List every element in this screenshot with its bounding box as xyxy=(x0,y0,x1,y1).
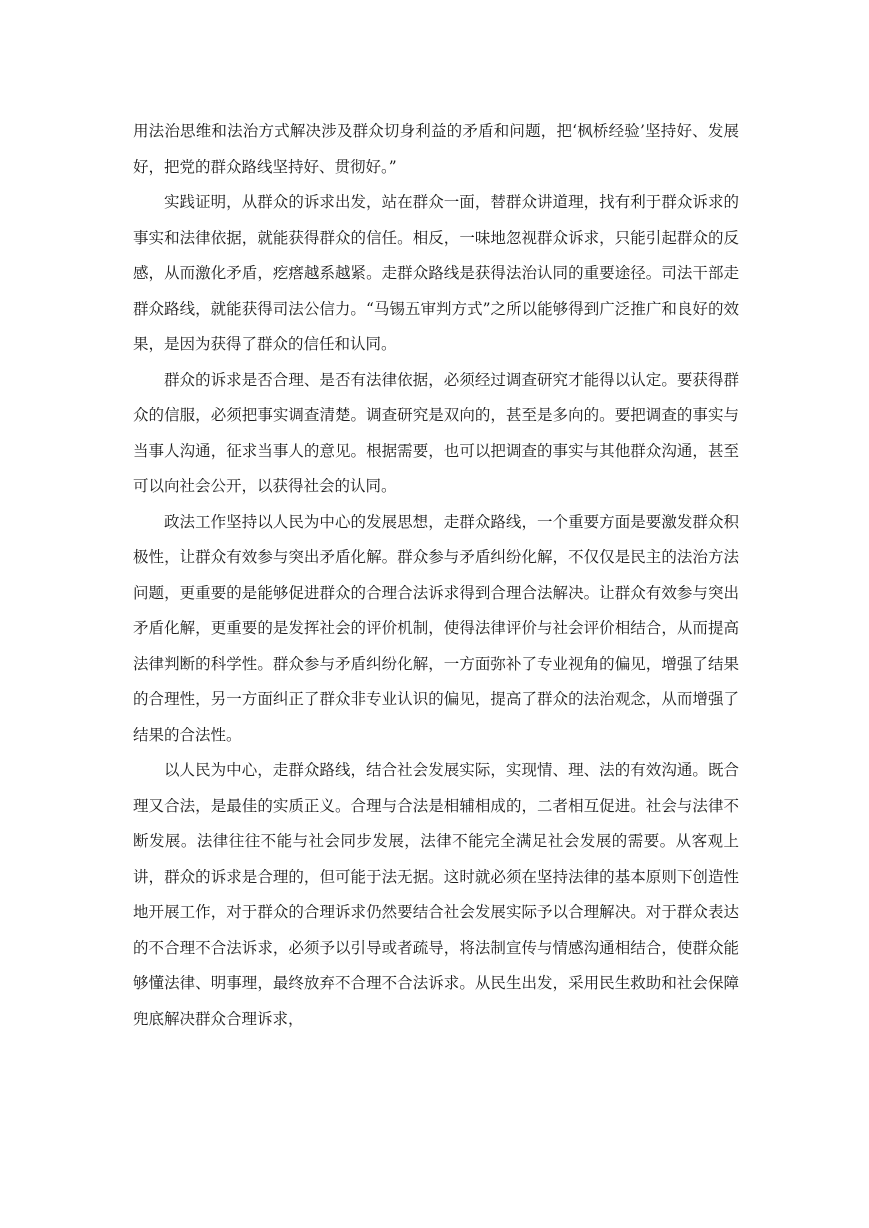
paragraph: 群众的诉求是否合理、是否有法律依据，必须经过调查研究才能得以认定。要获得群众的信服，必须把事实调查清楚。调查研究是双向的，甚至是多向的。要把调查的事实与当事人沟通，征求当事人的意见。根据需要，也可以把调查的事实与其他群众沟通，甚至可以向社会公开，以获得社会的认同。 xyxy=(133,370,739,495)
paragraph: 政法工作坚持以人民为中心的发展思想，走群众路线，一个重要方面是要激发群众积极性，让群众有效参与突出矛盾化解。群众参与矛盾纠纷化解，不仅仅是民主的法治方法问题，更重要的是能够促进群众的合理合法诉求得到合理合法解决。让群众有效参与突出矛盾化解，更重要的是发挥社会的评价机制，使得法律评价与社会评价相结合，从而提高法律判断的科学性。群众参与矛盾纠纷化解，一方面弥补了专业视角的偏见，增强了结果的合理性，另一方面纠正了群众非专业认识的偏见，提高了群众的法治观念，从而增强了结果的合法性。 xyxy=(133,512,739,744)
paragraph-continuation: 用法治思维和法治方式解决涉及群众切身利益的矛盾和问题，把‘枫桥经验’坚持好、发展好，把党的群众路线坚持好、贯彻好。” xyxy=(133,122,739,176)
paragraph: 实践证明，从群众的诉求出发，站在群众一面，替群众讲道理，找有利于群众诉求的事实和法律依据，就能获得群众的信任。相反，一味地忽视群众诉求，只能引起群众的反感，从而激化矛盾，疙瘩越系越紧。走群众路线是获得法治认同的重要途径。司法干部走群众路线，就能获得司法公信力。“马锡五审判方式”之所以能够得到广泛推广和良好的效果，是因为获得了群众的信任和认同。 xyxy=(133,193,739,353)
document-body xyxy=(133,114,739,1037)
paragraph: 以人民为中心，走群众路线，结合社会发展实际，实现情、理、法的有效沟通。既合理又合法，是最佳的实质正义。合理与合法是相辅相成的，二者相互促进。社会与法律不断发展。法律往往不能与社会同步发展，法律不能完全满足社会发展的需要。从客观上讲，群众的诉求是合理的，但可能于法无据。这时就必须在坚持法律的基本原则下创造性地开展工作，对于群众的合理诉求仍然要结合社会发展实际予以合理解决。对于群众表达的不合理不合法诉求，必须予以引导或者疏导，将法制宣传与情感沟通相结合，使群众能够懂法律、明事理，最终放弃不合理不合法诉求。从民生出发，采用民生救助和社会保障兜底解决群众合理诉求， xyxy=(133,761,739,1028)
